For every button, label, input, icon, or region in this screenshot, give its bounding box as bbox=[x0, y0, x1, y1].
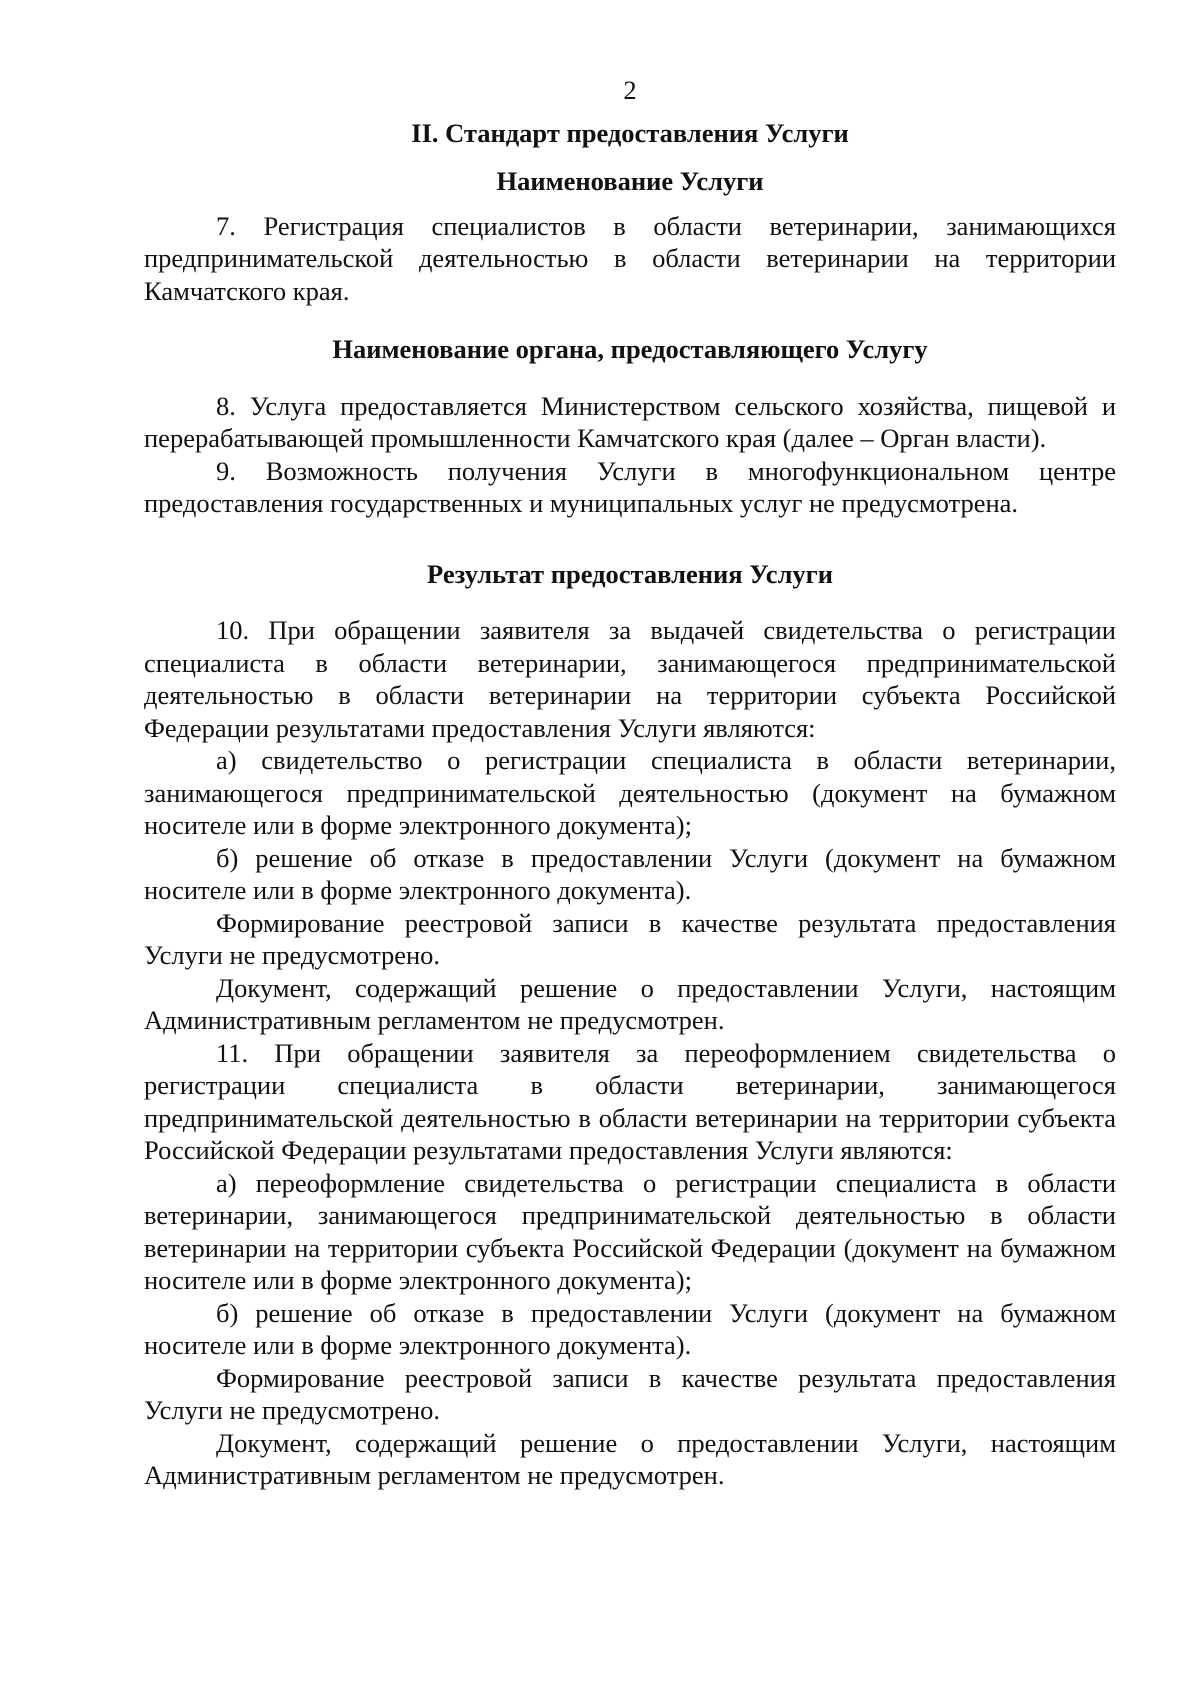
paragraph-10-b: б) решение об отказе в предоставлении Услуги (документ на бумажном носителе или в форме электронного документа). bbox=[144, 842, 1116, 905]
paragraph-11-document: Документ, содержащий решение о предоставлении Услуги, настоящим Административным регламентом не предусмотрен. bbox=[144, 1427, 1116, 1490]
paragraph-9: 9. Возможность получения Услуги в многофункциональном центре предоставления государственных и муниципальных услуг не предусмотрена. bbox=[144, 455, 1116, 518]
paragraph-10: 10. При обращении заявителя за выдачей свидетельства о регистрации специалиста в области ветеринарии, занимающегося предпринимательской деятельностью в области ветеринарии на территории субъекта Российской Федерации результатами предоставления Услуги являются: bbox=[144, 615, 1116, 743]
paragraph-8: 8. Услуга предоставляется Министерством сельского хозяйства, пищевой и перерабатывающей промышленности Камчатского края (далее – Орган власти). bbox=[144, 390, 1116, 453]
paragraph-10-a: а) свидетельство о регистрации специалиста в области ветеринарии, занимающегося предпринимательской деятельностью (документ на бумажном носителе или в форме электронного документа); bbox=[144, 745, 1116, 840]
paragraph-10-document: Документ, содержащий решение о предоставлении Услуги, настоящим Административным регламентом не предусмотрен. bbox=[144, 972, 1116, 1035]
heading-result: Результат предоставления Услуги bbox=[427, 558, 833, 589]
page-number: 2 bbox=[623, 75, 637, 105]
heading-authority: Наименование органа, предоставляющего Услугу bbox=[332, 334, 928, 364]
paragraph-11: 11. При обращении заявителя за переоформлением свидетельства о регистрации специалиста в области ветеринарии, занимающегося предпринимательской деятельностью в области ветеринарии на территории субъекта Российской Федерации результатами предоставления Услуги являются: bbox=[144, 1037, 1116, 1165]
paragraph-11-registry: Формирование реестровой записи в качестве результата предоставления Услуги не предусмотрено. bbox=[144, 1362, 1116, 1425]
paragraph-7: 7. Регистрация специалистов в области ветеринарии, занимающихся предпринимательской деятельностью в области ветеринарии на территории Камчатского края. bbox=[144, 210, 1116, 306]
paragraph-11-a: а) переоформление свидетельства о регистрации специалиста в области ветеринарии, занимающегося предпринимательской деятельностью в области ветеринарии на территории субъекта Российской Федерации (документ на бумажном носителе или в форме электронного документа); bbox=[144, 1167, 1116, 1295]
heading-service-name: Наименование Услуги bbox=[496, 166, 764, 196]
paragraph-10-registry: Формирование реестровой записи в качестве результата предоставления Услуги не предусмотрено. bbox=[144, 907, 1116, 970]
paragraph-11-b: б) решение об отказе в предоставлении Услуги (документ на бумажном носителе или в форме электронного документа). bbox=[144, 1297, 1116, 1360]
section-title: II. Стандарт предоставления Услуги bbox=[411, 117, 849, 148]
